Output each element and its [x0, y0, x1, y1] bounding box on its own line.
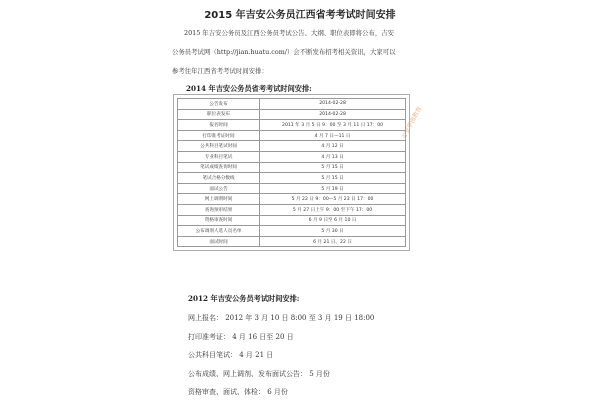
table-cell-value: 5 月 19 日 [260, 183, 406, 194]
intro-line-3: 参考往年江西省考考试时间安排： [172, 67, 268, 75]
section-2012-heading: 2012 年吉安公务员考试时间安排: [188, 294, 300, 303]
table-cell-value: 2014-02-28 [260, 99, 406, 110]
table-cell-label: 公布调剂人选人员名单 [178, 226, 260, 237]
table-cell-value: 6 月 9 日至 6 月 10 日 [260, 215, 406, 226]
table-cell-value: 5 月 30 日 [260, 226, 406, 237]
table-cell-label: 面试时间 [178, 236, 260, 247]
table-cell-value: 2014-02-28 [260, 109, 406, 120]
list-item: 网上报名： 2012 年 3 月 10 日 8:00 至 3 月 19 日 18:00 [188, 314, 375, 322]
table-row [178, 120, 406, 131]
table-cell-label: 职位表发布 [178, 109, 260, 120]
table-row [178, 173, 406, 184]
watermark-stamp: 吉安华图教育 [400, 105, 424, 141]
table-cell-label: 公共科目笔试时间 [178, 141, 260, 152]
table-row [178, 226, 406, 237]
table-cell-label: 报名时间 [178, 120, 260, 131]
table-cell-value: 4 月 13 日 [260, 151, 406, 162]
table-cell-label: 网上调剂时间 [178, 194, 260, 205]
table-cell-label: 资格审查时间 [178, 215, 260, 226]
table-cell-label: 面试公告 [178, 183, 260, 194]
table-row [178, 204, 406, 215]
table-cell-label: 查询预审结果 [178, 204, 260, 215]
table-row [178, 109, 406, 120]
table-cell-label: 公告发布 [178, 99, 260, 110]
table-cell-value: 5 月 27 日上午 9：00 至下午 17：00 [260, 204, 406, 215]
table-cell-label: 笔试合格分数线 [178, 173, 260, 184]
section-2014-heading: 2014 年吉安公务员省考考试时间安排: [186, 84, 312, 93]
table-cell-value: 6 月 21 日、22 日 [260, 236, 406, 247]
table-row [178, 183, 406, 194]
table-row [178, 215, 406, 226]
list-item: 公共科目笔试： 4 月 21 日 [188, 351, 274, 359]
table-row [178, 130, 406, 141]
table-cell-value: 5 月 22 日 9：00—5 月 23 日 17：00 [260, 194, 406, 205]
table-cell-label: 打印准考证时间 [178, 130, 260, 141]
table-cell-value: 2011 年 3 月 5 日 9：00 至 3 月 11 日 17：00 [260, 120, 406, 131]
table-row [178, 99, 406, 110]
table-cell-value: 5 月 15 日 [260, 162, 406, 173]
intro-line-1: 2015 年吉安公务员及江西公务员考试公告、大纲、职位表即将公布，吉安 [184, 29, 395, 37]
intro-paragraph [172, 24, 434, 81]
table-row [178, 162, 406, 173]
table-cell-label: 专业科目笔试 [178, 151, 260, 162]
table-cell-value: 5 月 15 日 [260, 173, 406, 184]
intro-line-2: 公务员考试网（http://jian.huatu.com/）会不断发布招考相关资讯，大家可以 [172, 48, 396, 56]
table-row [178, 141, 406, 152]
list-item: 打印准考证： 4 月 16 日至 20 日 [188, 332, 294, 341]
page-title: 2015 年吉安公务员江西省考考试时间安排 [204, 10, 396, 21]
table-cell-value: 4 月 12 日 [260, 141, 406, 152]
table-row [178, 236, 406, 247]
list-item: 公布成绩、网上调剂、发布面试公告： 5 月份 [188, 369, 330, 378]
table-row [178, 151, 406, 162]
list-item: 资格审查、面试、体检： 6 月份 [188, 388, 288, 396]
schedule-list-2012 [188, 309, 374, 402]
table-cell-label: 笔试成绩查询时间 [178, 162, 260, 173]
schedule-table-2014 [177, 98, 406, 247]
schedule-table-image [173, 94, 410, 251]
table-row [178, 194, 406, 205]
table-cell-value: 4 月 7 日—11 日 [260, 130, 406, 141]
